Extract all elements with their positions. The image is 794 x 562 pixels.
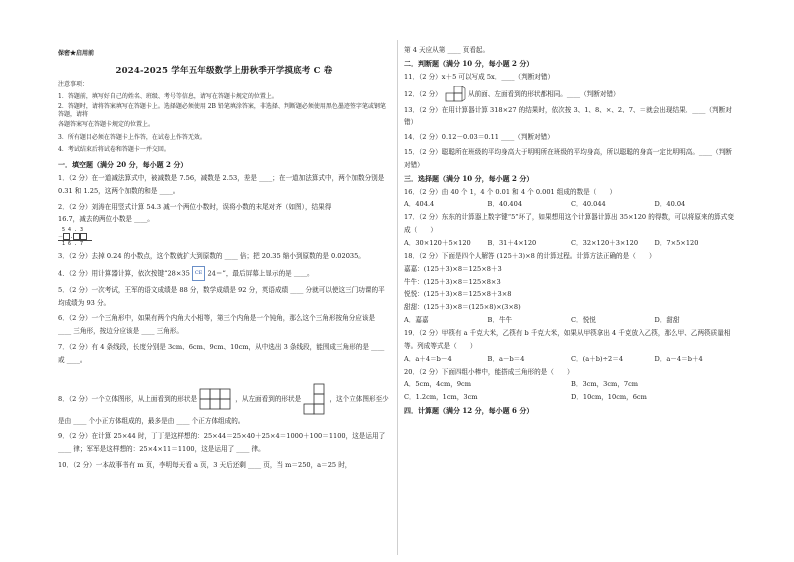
question-2-line1: 2．（2 分）刘涛在用竖式计算 54.3 减一个两位小数时，误将小数的末尾对齐（如图），结果得 bbox=[58, 202, 332, 211]
option-a[interactable]: A．30×120＋5×120 bbox=[404, 238, 471, 247]
question-2-line2: 16.7，减去的两位小数是 ____。 bbox=[58, 215, 154, 224]
question-16-options bbox=[404, 198, 738, 211]
option-d[interactable]: D．7×5×120 bbox=[654, 238, 699, 247]
question-2-figure bbox=[58, 227, 390, 247]
top-view-figure bbox=[199, 388, 233, 410]
confidential-label: 保密★启用前 bbox=[58, 50, 95, 57]
question-17-options bbox=[404, 237, 738, 250]
option-b[interactable]: B．31＋4×120 bbox=[487, 238, 537, 247]
cube-stack-icon bbox=[444, 86, 466, 102]
figure-result: 1 6 . 7 bbox=[58, 240, 92, 247]
right-column bbox=[404, 44, 738, 418]
left-column bbox=[58, 158, 390, 472]
question-11: 11．（2 分）x＋5 可以写成 5x．____（判断对错） bbox=[404, 72, 555, 81]
section-true-false: 二．判断题（满分 10 分，每小题 2 分） bbox=[404, 58, 534, 68]
question-16: 16．（2 分）由 40 个 1，4 个 0.01 和 4 个 0.001 组成的数是（ ） bbox=[404, 187, 617, 196]
question-13: 13．（2 分）在用计算器计算 318×27 的结果时，依次按 3、1、8、×、2、7、＝就会出现结果．____（判断对错） bbox=[404, 105, 732, 127]
option-b[interactable]: B．40.404 bbox=[487, 200, 523, 209]
option-a[interactable]: A．a＋4＝b－4 bbox=[404, 354, 452, 363]
ce-key-icon: CE bbox=[192, 266, 205, 281]
note-item: 各题答案写在答题卡规定的位置上。 bbox=[58, 121, 155, 129]
option-a[interactable]: A．5cm，4cm，9cm bbox=[404, 380, 471, 389]
option-c[interactable]: C．40.044 bbox=[571, 200, 606, 209]
question-20: 20．（2 分）下面四组小棒中，能搭成三角形的是（ ） bbox=[404, 367, 574, 376]
option-d[interactable]: D．甜甜 bbox=[654, 315, 680, 324]
option-d[interactable]: D．10cm，10cm，6cm bbox=[571, 393, 647, 402]
left-view-figure bbox=[303, 383, 327, 415]
question-6: 6．（2 分）一个三角形中，如果有两个内角大小相等，第三个内角是一个钝角，那么这个三角形按角分应该是 ____ 三角形，按边分应该是 ____ 三角形。 bbox=[58, 314, 376, 336]
notes-block bbox=[58, 79, 390, 156]
figure-subtrahend: － . bbox=[58, 233, 390, 240]
question-14: 14．（2 分）0.12－0.03＝0.11 ____（判断对错） bbox=[404, 133, 554, 142]
question-10: 10．（2 分）一本故事书有 m 页，李明每天看 a 页，3 天后还剩 ____ 页，当 m＝250，a＝25 时， bbox=[58, 460, 352, 469]
exam-title: 2024-2025 学年五年级数学上册秋季开学摸底考 C 卷 bbox=[115, 66, 333, 76]
question-18-options bbox=[404, 314, 738, 327]
notes-heading: 注意事项： bbox=[58, 81, 89, 88]
question-1: 1．（2 分）在一道减法算式中，被减数是 7.56，减数是 2.53，差是 ____；在一道加法算式中，两个加数分别是 0.31 和 1.25，这两个加数的和是 ____。 bbox=[58, 174, 385, 195]
question-17: 17．（2 分）东东的计算器上数字键“5”坏了，如果想用这个计算器计算出 35×120 的得数，可以将原来的算式变成（ ） bbox=[404, 213, 734, 235]
question-18: 18．（2 分）下面是四个人解答 (125＋3)×8 的计算过程。计算方法正确的是（ ） bbox=[404, 251, 656, 260]
option-c[interactable]: C．悦悦 bbox=[571, 315, 596, 324]
question-8: 8．（2 分）一个立体图形，从上面看到的形状是 ，从左面看到的形状是 ，这个立体图形至少是由 ____ 个小正方体组成的，最多是由 ____ 个正方体组成的。 bbox=[58, 383, 390, 428]
option-b[interactable]: B．牛牛 bbox=[487, 315, 513, 324]
solution-line: 悦悦：(125＋3)×8＝125×8＋3×8 bbox=[404, 290, 512, 299]
question-5: 5．（2 分）一次考试，王军的语文成绩是 88 分，数学成绩是 92 分，英语成绩 ____ 分就可以使这三门功课的平均成绩为 93 分。 bbox=[58, 285, 385, 307]
option-a[interactable]: A．404.4 bbox=[404, 200, 435, 209]
question-7: 7．（2 分）有 4 条线段，长度分别是 3cm、6cm、9cm、10cm，从中选出 3 条线段，能围成三角形的是 ____ 或 ____。 bbox=[58, 342, 385, 364]
option-d[interactable]: D．40.04 bbox=[654, 200, 686, 209]
question-9: 9．（2 分）在计算 25×44 时，丁丁是这样想的：25×44＝25×40＋25×4＝1000＋100＝1100，这是运用了 ____ 律；军军是这样想的：25×4×11＝1100，这是运用了 ____ 律。 bbox=[58, 432, 386, 454]
question-19-options bbox=[404, 353, 738, 366]
option-b[interactable]: B．a－b＝4 bbox=[487, 354, 525, 363]
note-item: 4．考试结束后将试卷和答题卡一并交回。 bbox=[58, 145, 170, 153]
question-12: 12．（2 分） 从前面、左面看到的形状都相同。____（判断对错） bbox=[404, 86, 738, 102]
section-fill-in: 一．填空题（满分 20 分，每小题 2 分） bbox=[58, 160, 188, 169]
option-a[interactable]: A．嘉嘉 bbox=[404, 315, 429, 324]
option-d[interactable]: D．a－4＝b＋4 bbox=[654, 354, 703, 363]
option-b[interactable]: B．3cm，3cm，7cm bbox=[571, 380, 639, 389]
note-item: 3．所有题目必须在答题卡上作答，在试卷上作答无效。 bbox=[58, 133, 206, 141]
section-calculation: 四．计算题（满分 12 分，每小题 6 分） bbox=[404, 406, 534, 416]
option-c[interactable]: C．1.2cm，1cm，3cm bbox=[404, 393, 478, 402]
note-item: 1．答题前，填写好自己的姓名、班级、考号等信息，请写在答题卡规定的位置上。 bbox=[58, 93, 278, 101]
question-19: 19．（2 分）甲筷有 a 千克大米，乙筷有 b 千克大米，如果从甲筷拿出 4 千克放入乙筷，那么甲、乙两筷质量相等。列成等式是（ ） bbox=[404, 328, 731, 350]
note-item: 2．答题时，请将答案填写在答题卡上。选择题必须使用 2B 铅笔填涂答案，非选择、判断题必须使用黑色墨迹签字笔或钢笔答题，请将 bbox=[58, 103, 386, 119]
question-10-continued: 第 4 天应从第 ____ 页看起。 bbox=[404, 46, 490, 54]
column-divider bbox=[397, 40, 398, 555]
figure-minuend: 5 4 . 3 bbox=[62, 227, 84, 234]
section-multiple-choice: 三．选择题（满分 10 分，每小题 2 分） bbox=[404, 173, 534, 183]
solution-line: 甜甜：(125＋3)×8＝(125×8)×(3×8) bbox=[404, 303, 521, 312]
question-15: 15．（2 分）聪聪所在班级的平均身高大于明明所在班级的平均身高，所以聪聪的身高一定比明明高。____（判断对错） bbox=[404, 147, 732, 169]
question-4: 4．（2 分）用计算器计算，依次按键“28×35 CE 24＝”，最后屏幕上显示的是 ____。 bbox=[58, 266, 390, 281]
solution-line: 牛牛：(125＋3)×8＝125×8×3 bbox=[404, 277, 501, 286]
question-20-options-row1 bbox=[404, 378, 738, 391]
option-c[interactable]: C．(a＋b)÷2＝4 bbox=[571, 354, 624, 363]
question-20-options-row2 bbox=[404, 391, 738, 404]
question-3: 3．（2 分）去掉 0.24 的小数点，这个数就扩大到原数的 ____ 倍；把 20.35 缩小到原数的是 0.02035。 bbox=[58, 252, 365, 261]
solution-line: 嘉嘉：(125＋3)×8＝125×8＋3 bbox=[404, 264, 502, 273]
option-c[interactable]: C．32×120＋3×120 bbox=[571, 238, 639, 247]
